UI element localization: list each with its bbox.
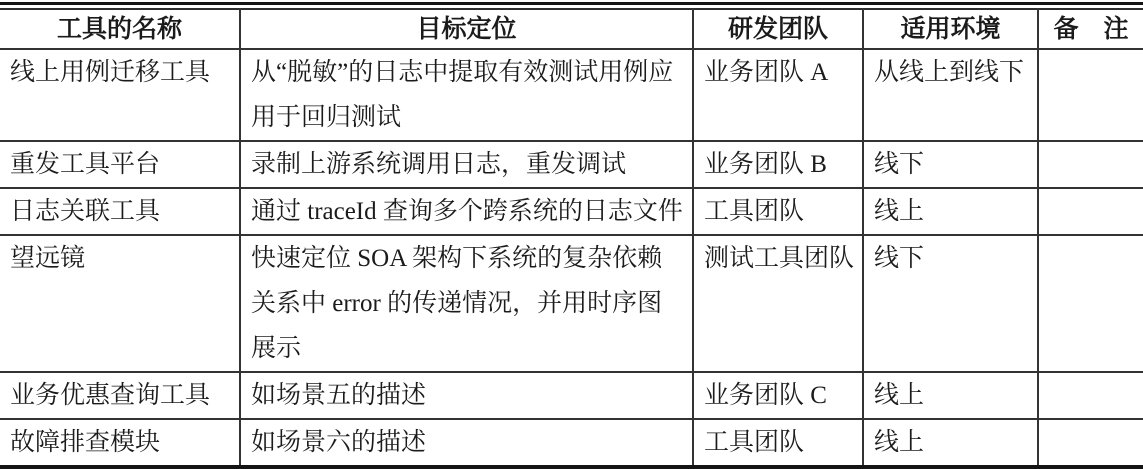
table-row <box>0 49 1143 141</box>
cell-team: 业务团队 A <box>693 49 863 141</box>
cell-target: 通过 traceId 查询多个跨系统的日志文件 <box>240 188 693 235</box>
cell-env: 线下 <box>863 141 1038 188</box>
table-row <box>0 372 1143 419</box>
cell-target: 录制上游系统调用日志，重发调试 <box>240 141 693 188</box>
cell-team: 工具团队 <box>693 188 863 235</box>
table-row <box>0 188 1143 235</box>
cell-env: 线上 <box>863 188 1038 235</box>
cell-tool-name: 日志关联工具 <box>10 198 161 225</box>
table-row <box>0 419 1143 467</box>
cell-tool-name: 业务优惠查询工具 <box>10 382 211 409</box>
cell-remark <box>1038 372 1143 419</box>
cell-remark <box>1038 141 1143 188</box>
cell-remark <box>1038 235 1143 372</box>
cell-remark <box>1038 419 1143 467</box>
table-header-row <box>0 9 1143 49</box>
cell-team: 工具团队 <box>693 419 863 467</box>
col-header-env: 适用环境 <box>863 9 1038 49</box>
cell-env: 线上 <box>863 372 1038 419</box>
cell-tool-name: 重发工具平台 <box>10 151 161 178</box>
tools-overview-table <box>0 8 1143 469</box>
cell-env: 线下 <box>863 235 1038 372</box>
cell-env: 线上 <box>863 419 1038 467</box>
document-sheet <box>0 2 1143 469</box>
cell-remark <box>1038 188 1143 235</box>
table-row <box>0 141 1143 188</box>
cell-team: 测试工具团队 <box>693 235 863 372</box>
cell-remark <box>1038 49 1143 141</box>
table-row <box>0 235 1143 372</box>
cell-env: 从线上到线下 <box>863 49 1038 141</box>
cell-team: 业务团队 C <box>693 372 863 419</box>
col-header-team: 研发团队 <box>693 9 863 49</box>
col-header-target: 目标定位 <box>240 9 693 49</box>
cell-team: 业务团队 B <box>693 141 863 188</box>
cell-target: 如场景六的描述 <box>240 419 693 467</box>
cell-target: 如场景五的描述 <box>240 372 693 419</box>
cell-tool-name: 线上用例迁移工具 <box>10 59 211 86</box>
cell-tool-name: 故障排查模块 <box>10 429 161 456</box>
cell-target: 快速定位 SOA 架构下系统的复杂依赖关系中 error 的传递情况，并用时序图展示 <box>240 235 693 372</box>
col-header-remark: 备 注 <box>1038 9 1143 49</box>
col-header-tool-name: 工具的名称 <box>56 15 182 43</box>
cell-target: 从“脱敏”的日志中提取有效测试用例应用于回归测试 <box>240 49 693 141</box>
cell-tool-name: 望远镜 <box>10 245 86 272</box>
